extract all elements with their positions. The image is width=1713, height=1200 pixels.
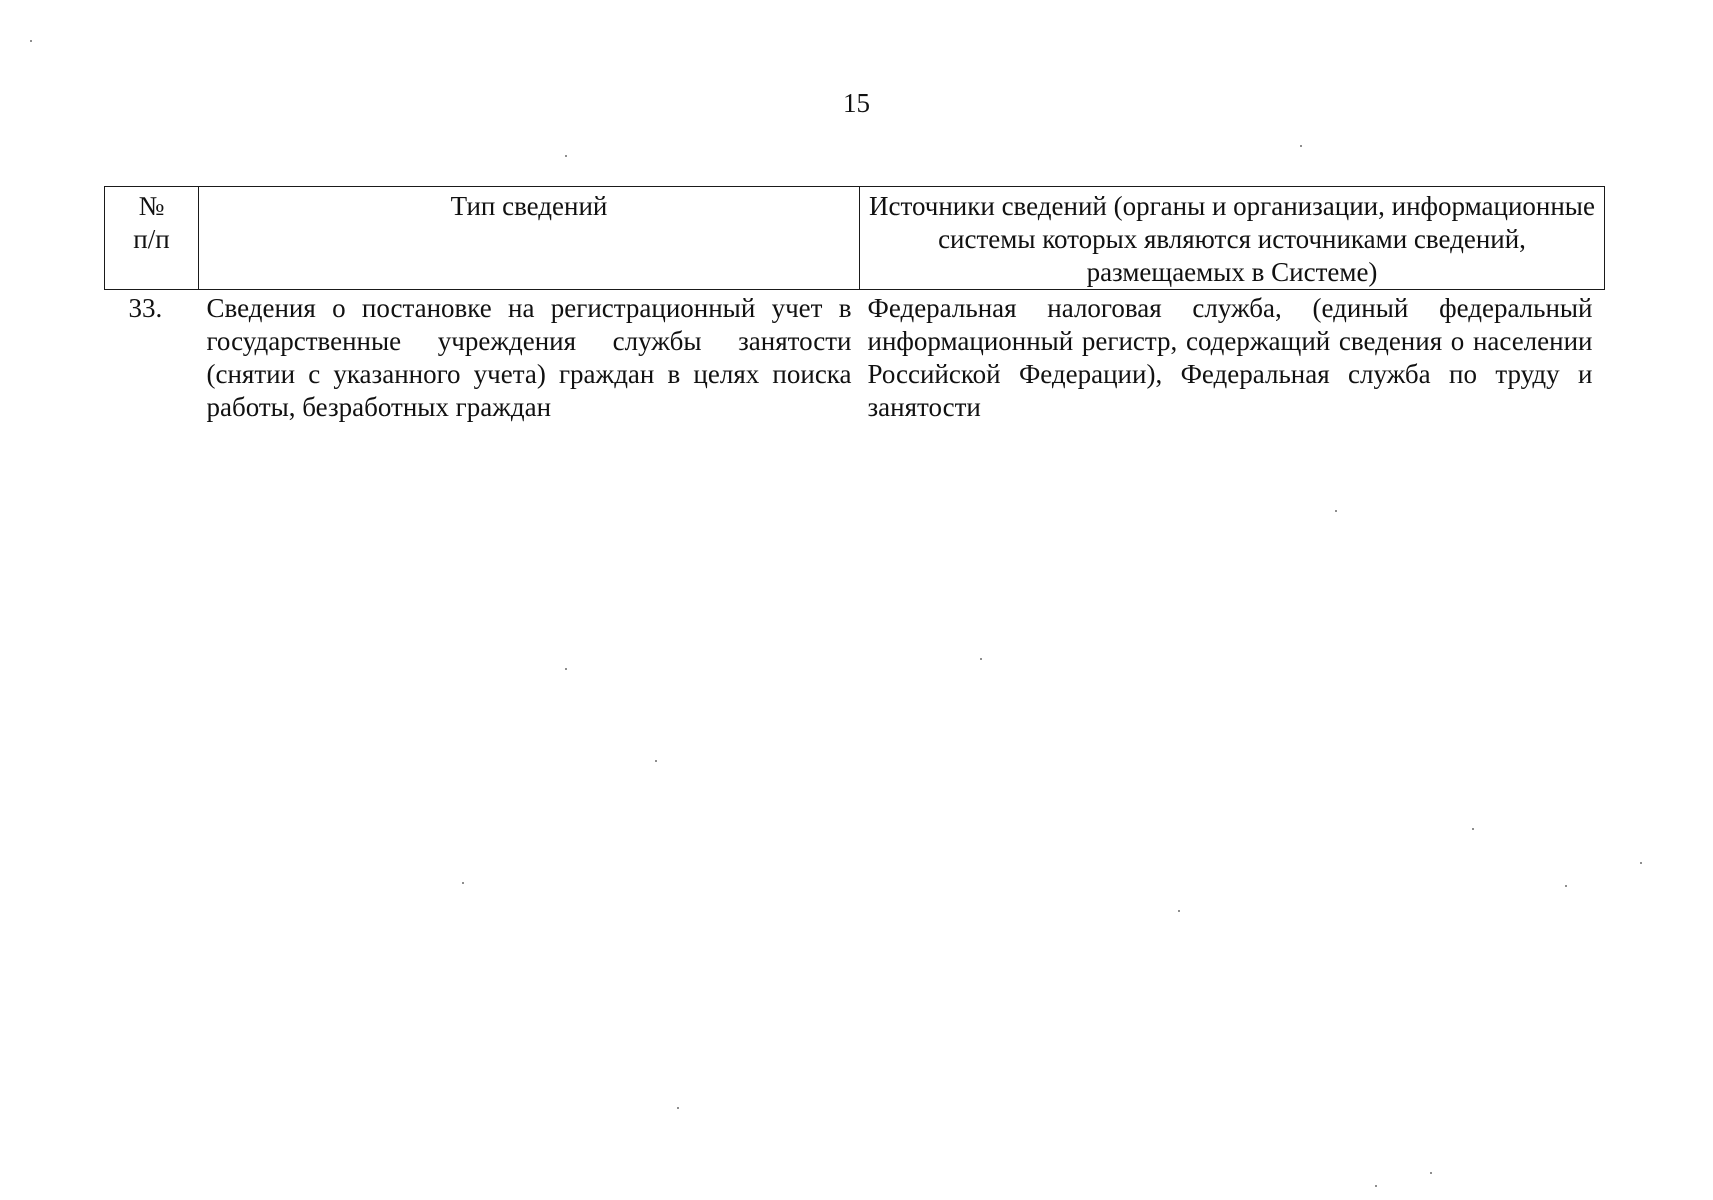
scan-speck <box>655 760 657 762</box>
scan-speck <box>980 658 982 660</box>
scan-speck <box>1335 510 1337 512</box>
scan-speck <box>1430 1172 1432 1174</box>
scan-speck <box>1472 828 1474 830</box>
row-number: 33. <box>128 293 163 323</box>
header-number: № п/п <box>105 187 199 290</box>
scan-speck <box>1565 885 1567 887</box>
scan-speck <box>565 155 567 157</box>
scan-speck <box>1375 1185 1377 1187</box>
data-sources-table <box>104 186 1605 424</box>
row-info-type: Сведения о постановке на регистрационный учет в государственные учреждения службы занятости (снятии с указанного учета) граждан в целях поиска работы, безработных граждан <box>206 293 852 422</box>
scan-speck <box>1178 910 1180 912</box>
header-info-type: Тип сведений <box>199 187 860 290</box>
table-header-row <box>105 187 1605 290</box>
header-info-sources: Источники сведений (органы и организации, информационные системы которых являются источниками сведений, размещаемых в Системе) <box>860 187 1605 290</box>
scan-speck <box>677 1107 679 1109</box>
scan-speck <box>1300 145 1302 147</box>
table-row <box>105 290 1605 425</box>
scan-speck <box>565 668 567 670</box>
scan-speck <box>462 882 464 884</box>
row-info-sources: Федеральная налоговая служба, (единый федеральный информационный регистр, содержащий сведения о населении Российской Федерации), Федеральная служба по труду и занятости <box>867 293 1593 422</box>
scan-speck <box>1640 862 1642 864</box>
scan-speck <box>30 40 32 42</box>
page-number: 15 <box>843 88 870 118</box>
